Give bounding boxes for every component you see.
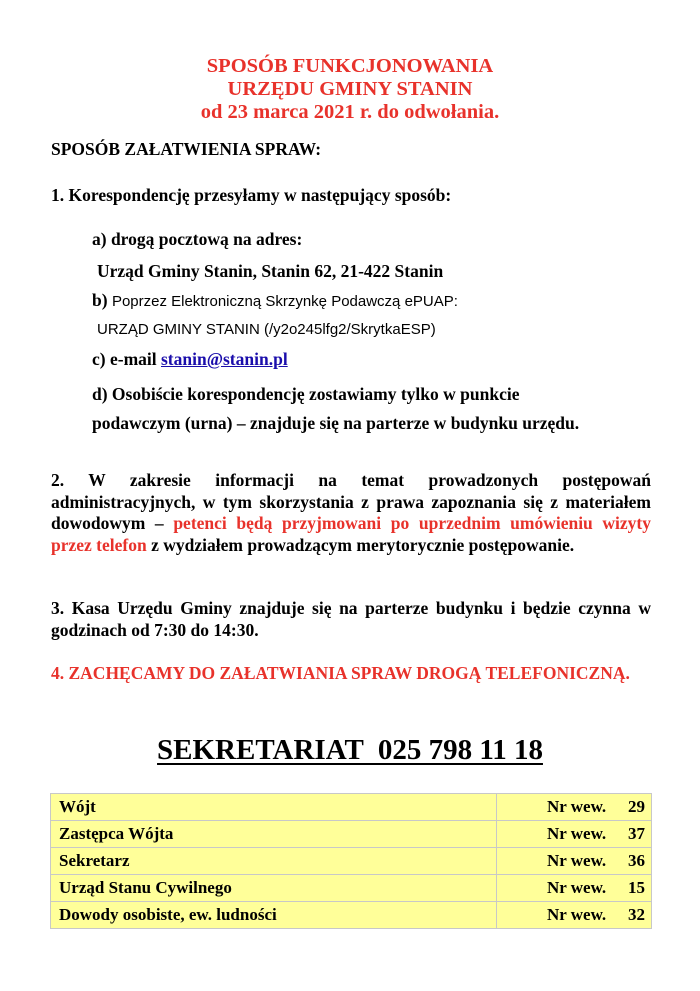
extension-number-cell [497,821,652,848]
extension-label: Nr wew. [547,797,607,816]
header-line-3: od 23 marca 2021 r. do odwołania. [200,101,500,123]
extension-label: Nr wew. [547,824,607,843]
item4-text: 4. ZACHĘCAMY DO ZAŁATWIANIA SPRAW DROGĄ TELEFONICZNĄ. [51,663,630,683]
item2-text-red: petenci będą przyjmowani po uprzednim umówieniu wizyty przez telefon [51,513,652,555]
extension-name: Sekretarz [51,848,497,875]
email-link[interactable]: stanin@stanin.pl [161,349,288,369]
extension-name: Wójt [51,794,497,821]
extension-label: Nr wew. [547,878,607,897]
item1-a-address: Urząd Gminy Stanin, Stanin 62, 21-422 Stanin [97,261,444,281]
extension-number-cell [497,875,652,902]
header-line-2: URZĘDU GMINY STANIN [227,78,473,100]
item1-d-line2: podawczym (urna) – znajduje się na parterze w budynku urzędu. [92,413,580,433]
extension-number: 37 [628,824,645,843]
table-row [51,848,652,875]
table-row [51,875,652,902]
item2-text-before: 2. W zakresie informacji na temat prowadzonych postępowań administracyjnych, w tym skorzystania z prawa zapoznania się z materiałem dowodowym – [51,470,651,533]
item1-b [92,290,458,311]
item1-c [92,349,288,370]
item1-c-prefix: c) e-mail [92,349,157,369]
extension-name: Zastępca Wójta [51,821,497,848]
extension-number-cell [497,794,652,821]
table-row [51,821,652,848]
item1-d-line1: d) Osobiście korespondencję zostawiamy tylko w punkcie [92,384,520,404]
table-row [51,794,652,821]
item1-a-label: a) drogą pocztową na adres: [92,229,303,249]
item1-heading: 1. Korespondencję przesyłamy w następujący sposób: [51,185,452,205]
extensions-table [50,793,652,929]
secretariat-phone: SEKRETARIAT 025 798 11 18 [157,734,543,766]
item1-b-text: Poprzez Elektroniczną Skrzynkę Podawczą ePUAP: [111,293,458,310]
item2-paragraph [51,470,651,556]
extension-label: Nr wew. [547,851,607,870]
item2-text-after: z wydziałem prowadzącym merytorycznie postępowanie. [151,534,575,555]
extension-number-cell [497,902,652,929]
secretariat-heading [0,734,700,767]
section-title: SPOSÓB ZAŁATWIENIA SPRAW: [51,139,322,159]
extension-number: 32 [628,905,645,924]
extension-number: 29 [628,797,645,816]
extension-label: Nr wew. [547,905,607,924]
extension-number: 36 [628,851,645,870]
extension-number: 15 [628,878,645,897]
item3-paragraph [51,598,651,641]
extension-number-cell [497,848,652,875]
extension-name: Dowody osobiste, ew. ludności [51,902,497,929]
item1-b-address: URZĄD GMINY STANIN (/y2o245lfg2/SkrytkaESP) [97,321,436,338]
item1-b-prefix: b) [92,290,108,310]
header-line-1: SPOSÓB FUNKCJONOWANIA [206,55,494,77]
item3-text: 3. Kasa Urzędu Gminy znajduje się na parterze budynku i będzie czynna w godzinach od 7:30 do 14:30. [51,598,651,640]
table-row [51,902,652,929]
extension-name: Urząd Stanu Cywilnego [51,875,497,902]
item4-paragraph [51,663,651,685]
